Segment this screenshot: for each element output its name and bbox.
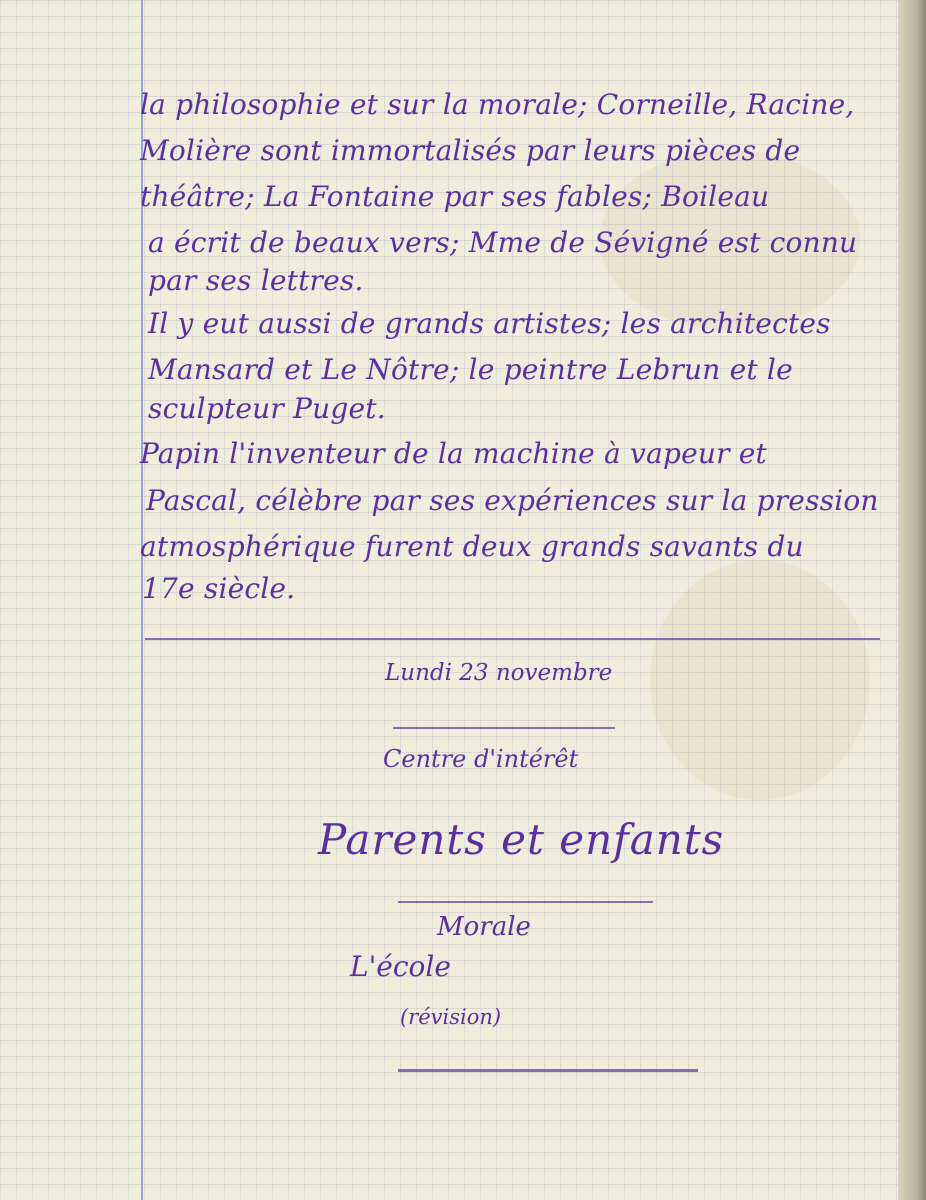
section-divider — [145, 638, 880, 640]
date-heading: Lundi 23 novembre — [385, 660, 613, 686]
lesson-title: L'école — [350, 950, 451, 983]
text-line: a écrit de beaux vers; Mme de Sévigné est connu — [148, 226, 858, 259]
text-line: Il y eut aussi de grands artistes; les architectes — [148, 307, 831, 340]
end-rule — [398, 1069, 698, 1072]
text-line: Mansard et Le Nôtre; le peintre Lebrun et le — [148, 353, 793, 386]
short-rule — [398, 901, 653, 903]
subject-heading: Morale — [437, 912, 531, 942]
text-line: Pascal, célèbre par ses expériences sur la pression — [146, 484, 879, 517]
text-line: Papin l'inventeur de la machine à vapeur et — [140, 437, 767, 470]
revision-note: (révision) — [400, 1005, 502, 1029]
text-line: sculpteur Puget. — [148, 392, 386, 425]
centre-label: Centre d'intérêt — [383, 745, 579, 773]
theme-title: Parents et enfants — [318, 815, 725, 864]
paper-stain — [650, 560, 870, 800]
page-edge — [898, 0, 926, 1200]
text-line: théâtre; La Fontaine par ses fables; Boileau — [140, 180, 770, 213]
short-rule — [393, 727, 615, 729]
text-line: par ses lettres. — [148, 264, 364, 297]
text-line: la philosophie et sur la morale; Corneille, Racine, — [140, 88, 855, 121]
text-line: atmosphérique furent deux grands savants du — [140, 530, 804, 563]
text-line: Molière sont immortalisés par leurs pièces de — [140, 134, 801, 167]
text-line: 17e siècle. — [142, 572, 296, 605]
